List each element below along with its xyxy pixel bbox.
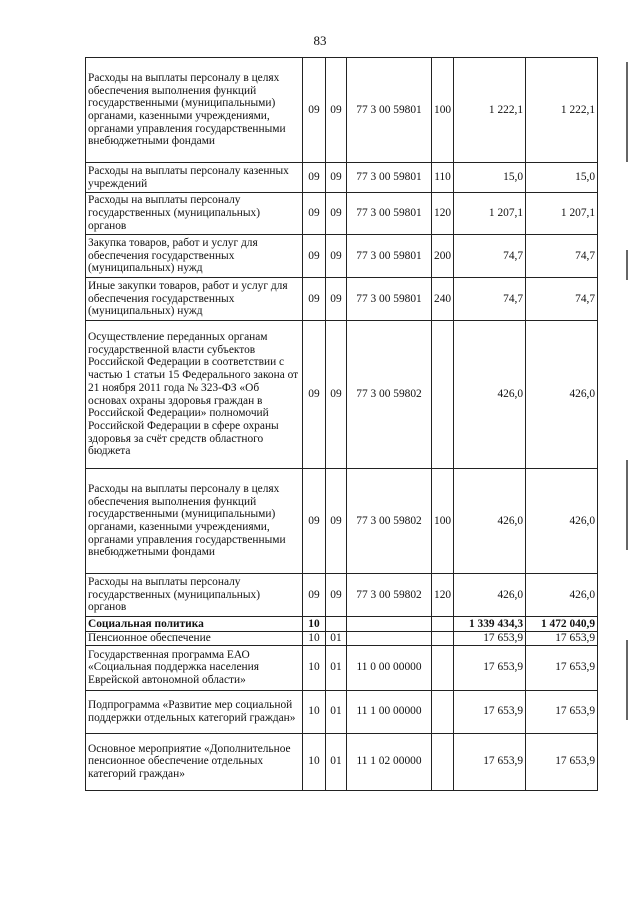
- row-target-article: 77 3 00 59802: [347, 574, 432, 617]
- table-row: [86, 632, 598, 646]
- row-amount-1: 17 653,9: [454, 632, 526, 646]
- row-section-code: 09: [303, 193, 326, 235]
- row-amount-2: 1 472 040,9: [526, 617, 598, 632]
- row-name: Иные закупки товаров, работ и услуг для обеспечения государственных (муниципальных) нужд: [86, 278, 303, 321]
- table-row: [86, 733, 598, 790]
- row-amount-1: 17 653,9: [454, 690, 526, 733]
- row-section-code: 10: [303, 733, 326, 790]
- row-section-code: 09: [303, 321, 326, 469]
- row-amount-2: 1 207,1: [526, 193, 598, 235]
- row-name: Расходы на выплаты персоналу государственных (муниципальных) органов: [86, 193, 303, 235]
- row-expense-type: 200: [432, 235, 454, 278]
- row-subsection-code: [326, 617, 347, 632]
- row-name: Расходы на выплаты персоналу в целях обеспечения выполнения функций государственными (муниципальными) органами, казенными учреждениями, органами управления государственными внебюджетными фондами: [86, 469, 303, 574]
- scan-edge-mark: [626, 640, 628, 720]
- row-expense-type: 110: [432, 163, 454, 193]
- row-amount-1: 74,7: [454, 235, 526, 278]
- row-amount-2: 17 653,9: [526, 632, 598, 646]
- row-amount-2: 15,0: [526, 163, 598, 193]
- row-amount-1: 74,7: [454, 278, 526, 321]
- row-amount-1: 426,0: [454, 321, 526, 469]
- row-target-article: 11 1 02 00000: [347, 733, 432, 790]
- row-expense-type: 240: [432, 278, 454, 321]
- row-name: Государственная программа ЕАО «Социальная поддержка населения Еврейской автономной области»: [86, 645, 303, 690]
- table-row: [86, 278, 598, 321]
- row-amount-1: 17 653,9: [454, 645, 526, 690]
- row-name: Расходы на выплаты персоналу в целях обеспечения выполнения функций государственными (муниципальными) органами, казенными учреждениями, органами управления государственными внебюджетными фондами: [86, 58, 303, 163]
- row-target-article: [347, 632, 432, 646]
- row-expense-type: [432, 632, 454, 646]
- row-amount-2: 1 222,1: [526, 58, 598, 163]
- row-expense-type: 100: [432, 469, 454, 574]
- row-amount-2: 74,7: [526, 235, 598, 278]
- row-name: Осуществление переданных органам государственной власти субъектов Российской Федерации в соответствии с частью 1 статьи 15 Федерального закона от 21 ноября 2011 года № 323-ФЗ «Об основах охраны здоровья граждан в Российской Федерации» полномочий Российской Федерации в сфере охраны здоровья за счёт средств областного бюджета: [86, 321, 303, 469]
- row-target-article: 77 3 00 59801: [347, 193, 432, 235]
- row-amount-2: 426,0: [526, 469, 598, 574]
- table-row: [86, 163, 598, 193]
- row-subsection-code: 09: [326, 58, 347, 163]
- row-expense-type: [432, 733, 454, 790]
- row-amount-1: 426,0: [454, 469, 526, 574]
- scan-edge-mark: [626, 62, 628, 162]
- row-subsection-code: 09: [326, 469, 347, 574]
- row-subsection-code: 01: [326, 690, 347, 733]
- row-section-code: 10: [303, 690, 326, 733]
- scan-edge-mark: [626, 460, 628, 550]
- row-amount-2: 74,7: [526, 278, 598, 321]
- table-row: [86, 645, 598, 690]
- row-amount-1: 426,0: [454, 574, 526, 617]
- row-expense-type: 120: [432, 574, 454, 617]
- scan-edge-mark: [626, 250, 628, 280]
- row-name: Расходы на выплаты персоналу государственных (муниципальных) органов: [86, 574, 303, 617]
- row-amount-1: 1 222,1: [454, 58, 526, 163]
- row-name: Расходы на выплаты персоналу казенных учреждений: [86, 163, 303, 193]
- row-section-code: 09: [303, 469, 326, 574]
- row-amount-1: 1 207,1: [454, 193, 526, 235]
- table-row: [86, 193, 598, 235]
- row-target-article: 77 3 00 59802: [347, 469, 432, 574]
- row-target-article: 77 3 00 59802: [347, 321, 432, 469]
- row-amount-2: 17 653,9: [526, 645, 598, 690]
- row-name: Социальная политика: [86, 617, 303, 632]
- row-target-article: 77 3 00 59801: [347, 235, 432, 278]
- table-row: [86, 235, 598, 278]
- row-expense-type: [432, 645, 454, 690]
- row-subsection-code: 09: [326, 278, 347, 321]
- row-target-article: 77 3 00 59801: [347, 278, 432, 321]
- row-subsection-code: 09: [326, 574, 347, 617]
- row-section-code: 09: [303, 163, 326, 193]
- row-amount-2: 17 653,9: [526, 690, 598, 733]
- table-row: [86, 574, 598, 617]
- budget-table-body: [86, 58, 598, 791]
- table-row: [86, 469, 598, 574]
- row-target-article: 77 3 00 59801: [347, 58, 432, 163]
- row-expense-type: 120: [432, 193, 454, 235]
- row-amount-1: 17 653,9: [454, 733, 526, 790]
- row-amount-1: 1 339 434,3: [454, 617, 526, 632]
- row-section-code: 09: [303, 574, 326, 617]
- row-amount-1: 15,0: [454, 163, 526, 193]
- page-number: 83: [313, 33, 327, 48]
- row-amount-2: 426,0: [526, 321, 598, 469]
- row-subsection-code: 09: [326, 163, 347, 193]
- row-section-code: 10: [303, 617, 326, 632]
- row-subsection-code: 01: [326, 645, 347, 690]
- row-section-code: 09: [303, 235, 326, 278]
- row-section-code: 10: [303, 632, 326, 646]
- row-expense-type: [432, 321, 454, 469]
- row-section-code: 09: [303, 58, 326, 163]
- row-name: Закупка товаров, работ и услуг для обеспечения государственных (муниципальных) нужд: [86, 235, 303, 278]
- row-section-code: 10: [303, 645, 326, 690]
- row-expense-type: [432, 617, 454, 632]
- table-row: [86, 58, 598, 163]
- row-expense-type: 100: [432, 58, 454, 163]
- row-name: Подпрограмма «Развитие мер социальной поддержки отдельных категорий граждан»: [86, 690, 303, 733]
- row-section-code: 09: [303, 278, 326, 321]
- row-name: Пенсионное обеспечение: [86, 632, 303, 646]
- budget-table: [85, 57, 598, 791]
- row-subsection-code: 01: [326, 632, 347, 646]
- row-target-article: 11 0 00 00000: [347, 645, 432, 690]
- row-expense-type: [432, 690, 454, 733]
- row-target-article: 77 3 00 59801: [347, 163, 432, 193]
- table-row: [86, 690, 598, 733]
- row-target-article: [347, 617, 432, 632]
- row-amount-2: 426,0: [526, 574, 598, 617]
- table-row: [86, 321, 598, 469]
- row-name: Основное мероприятие «Дополнительное пенсионное обеспечение отдельных категорий граждан»: [86, 733, 303, 790]
- row-subsection-code: 09: [326, 193, 347, 235]
- table-row: [86, 617, 598, 632]
- row-subsection-code: 09: [326, 321, 347, 469]
- row-target-article: 11 1 00 00000: [347, 690, 432, 733]
- row-subsection-code: 01: [326, 733, 347, 790]
- row-amount-2: 17 653,9: [526, 733, 598, 790]
- row-subsection-code: 09: [326, 235, 347, 278]
